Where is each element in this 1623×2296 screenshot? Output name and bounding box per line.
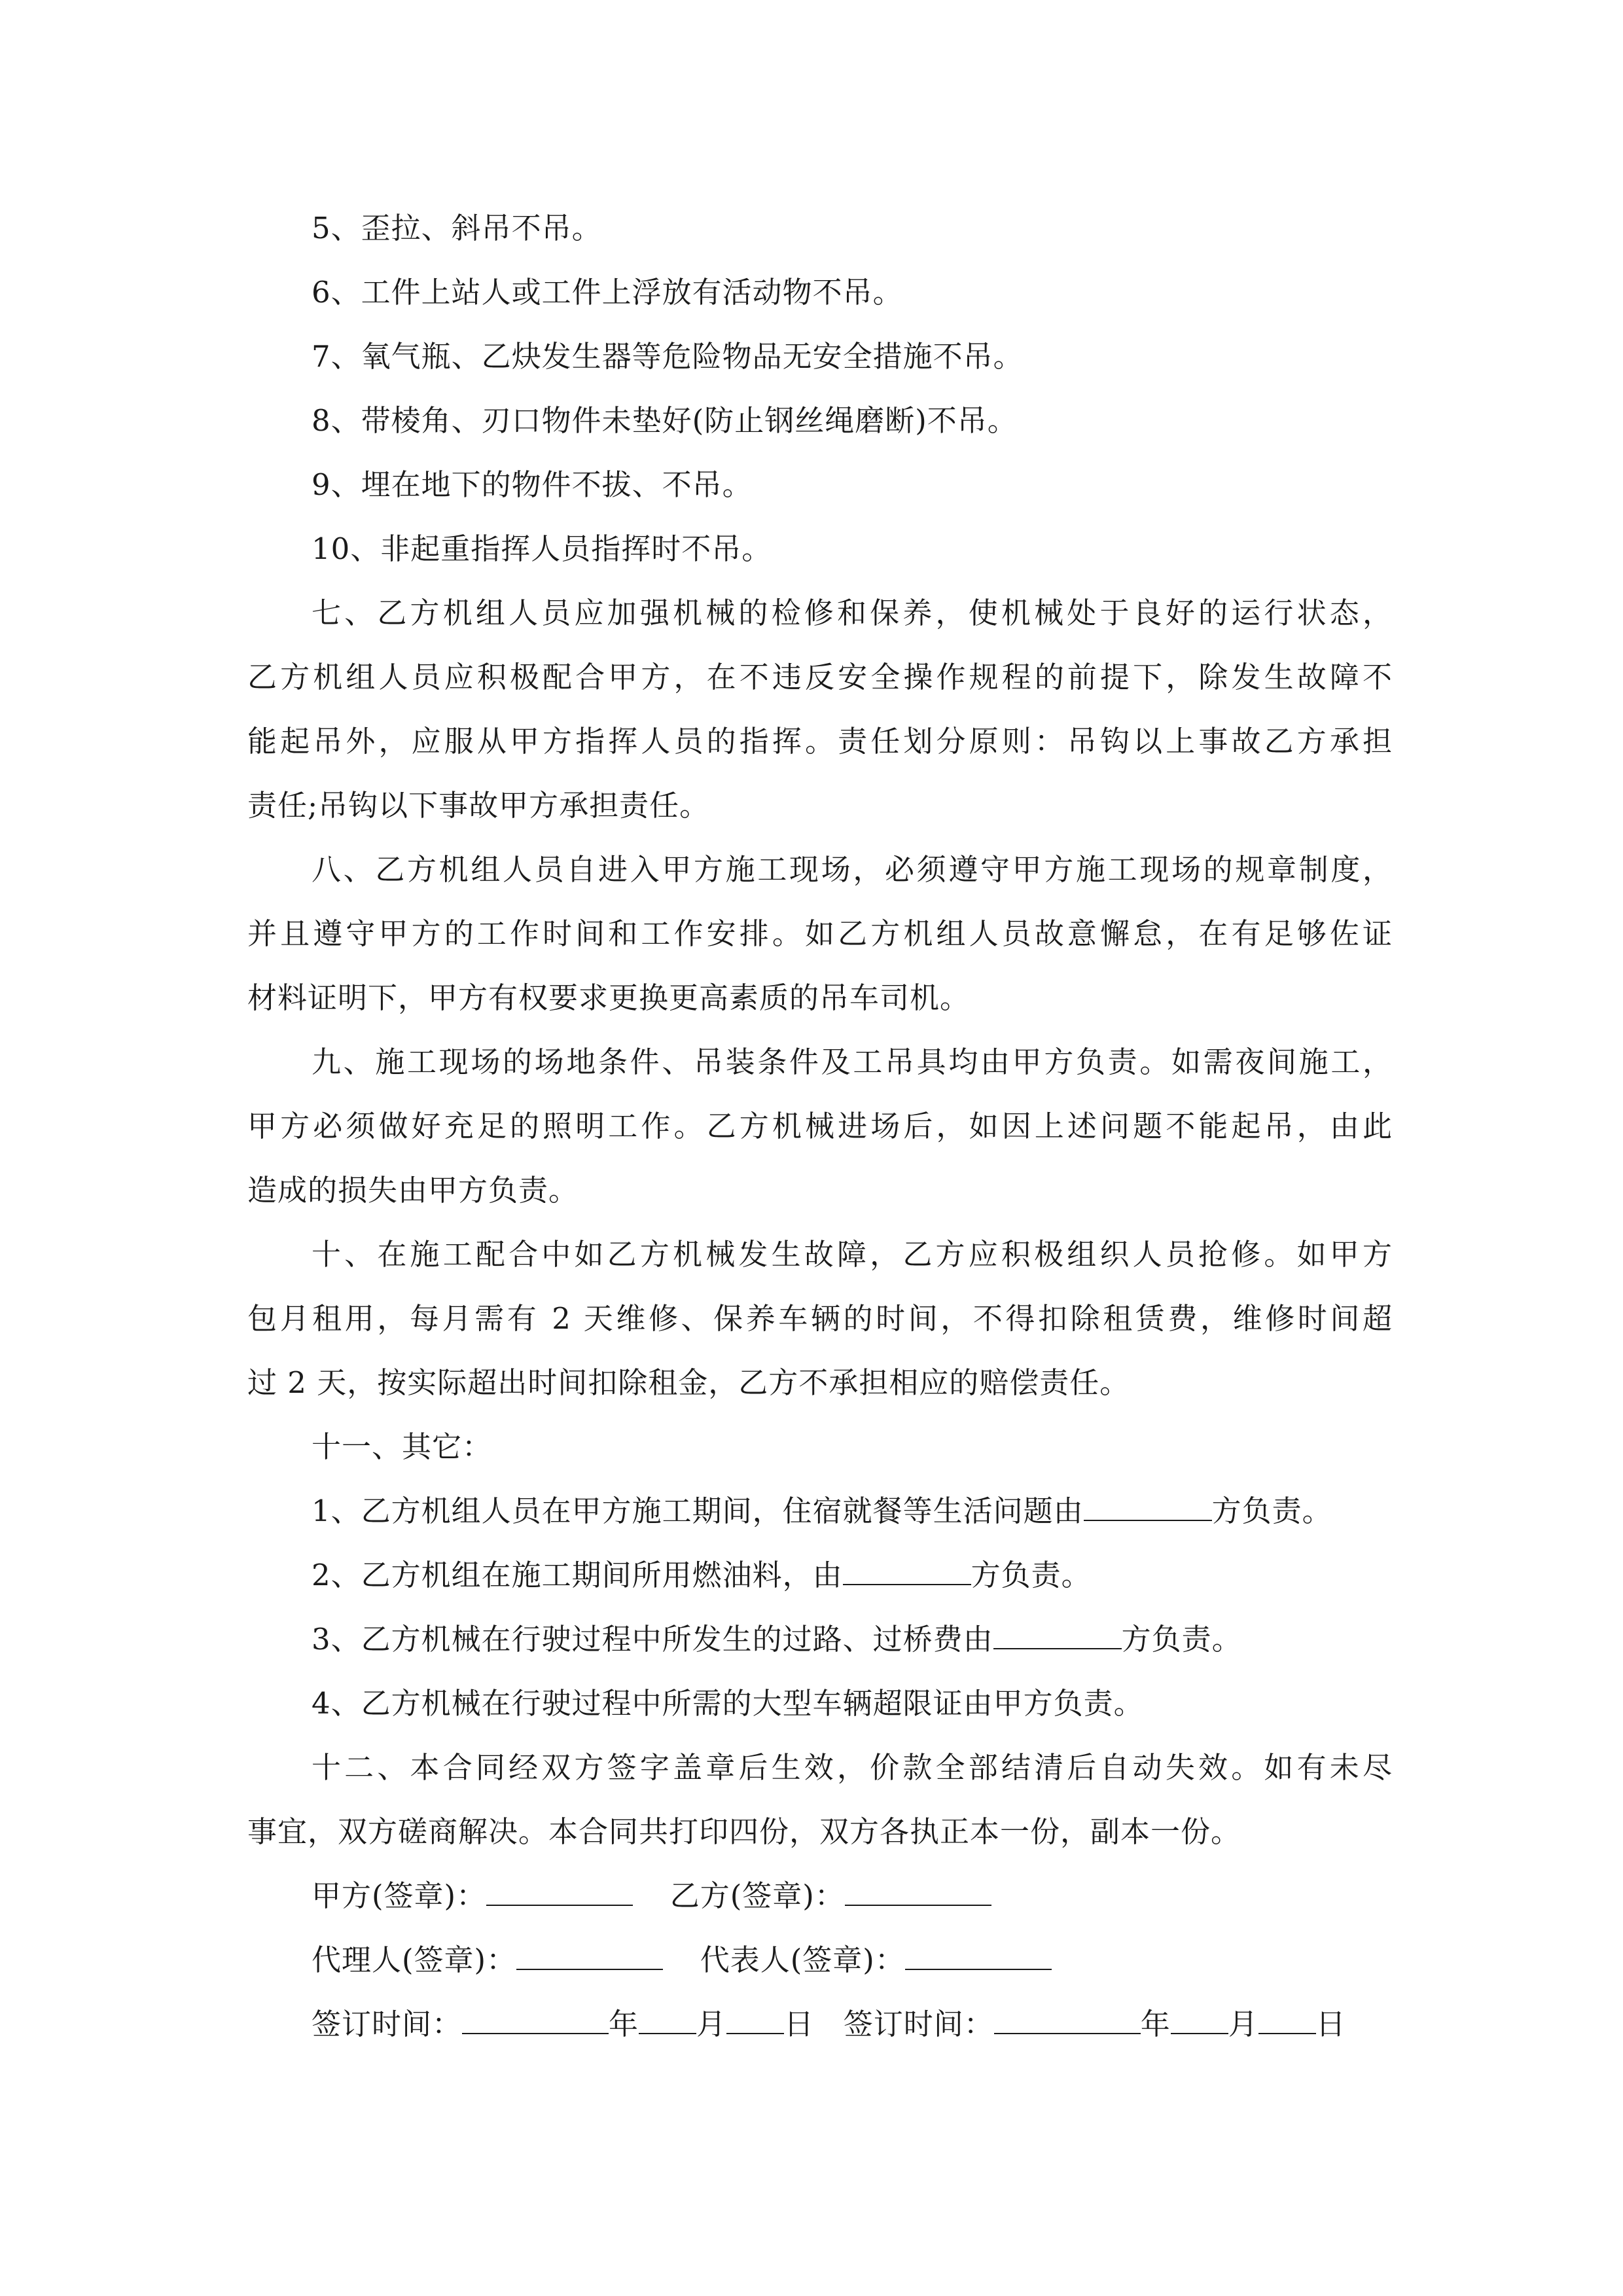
item-5: 5、歪拉、斜吊不吊。	[312, 211, 602, 245]
year-label: 年	[1140, 2007, 1171, 2041]
month-label: 月	[1228, 2007, 1258, 2041]
clause-11-sub-4: 4、乙方机械在行驶过程中所需的大型车辆超限证由甲方负责。	[312, 1686, 1144, 1721]
day-label: 日	[784, 2007, 815, 2041]
clause-8	[247, 838, 1393, 1030]
party-b-label: 乙方(签章)：	[669, 1878, 845, 1913]
item-6: 6、工件上站人或工件上浮放有活动物不吊。	[312, 275, 903, 310]
clause-11-sub-2	[247, 1543, 1393, 1607]
day-blank	[1258, 2007, 1316, 2034]
clause-11-sub-3-suffix: 方负责。	[1121, 1622, 1242, 1657]
clause-11-sub-2-text: 2、乙方机组在施工期间所用燃油料，由	[312, 1558, 843, 1592]
date-label-a: 签订时间：	[312, 2007, 463, 2041]
clause-10	[247, 1223, 1393, 1415]
clause-8-line: 并且遵守甲方的工作时间和工作安排。如乙方机组人员故意懈怠，在有足够佐证	[247, 916, 1393, 951]
clause-8-line: 八、乙方机组人员自进入甲方施工现场，必须遵守甲方施工现场的规章制度，	[312, 852, 1393, 887]
contract-page	[247, 196, 1393, 2056]
item-10: 10、非起重指挥人员指挥时不吊。	[312, 531, 772, 566]
clause-9-line: 造成的损失由甲方负责。	[247, 1173, 579, 1208]
clause-11-sub-1-text: 1、乙方机组人员在甲方施工期间，住宿就餐等生活问题由	[312, 1494, 1084, 1528]
clause-8-line: 材料证明下，甲方有权要求更换更高素质的吊车司机。	[247, 980, 971, 1015]
blank-field	[1084, 1494, 1212, 1521]
clause-11	[247, 1415, 1393, 1736]
clause-9-line: 甲方必须做好充足的照明工作。乙方机械进场后，如因上述问题不能起吊，由此	[247, 1109, 1393, 1143]
item-7: 7、氧气瓶、乙炔发生器等危险物品无安全措施不吊。	[312, 339, 1024, 374]
year-blank	[994, 2007, 1141, 2034]
party-a-signature-blank	[486, 1878, 633, 1906]
signature-block	[247, 1864, 1393, 2056]
date-label-b: 签订时间：	[843, 2007, 994, 2041]
item-9: 9、埋在地下的物件不拔、不吊。	[312, 467, 753, 502]
representative-label: 代表人(签章)：	[700, 1943, 905, 1977]
item-8: 8、带棱角、刃口物件未垫好(防止钢丝绳磨断)不吊。	[312, 403, 1018, 438]
clause-7-line: 责任;吊钩以下事故甲方承担责任。	[247, 788, 710, 823]
clause-10-line: 过 2 天，按实际超出时间扣除租金，乙方不承担相应的赔偿责任。	[247, 1365, 1130, 1400]
representative-signature-blank	[905, 1943, 1052, 1970]
clause-11-sub-3	[247, 1607, 1393, 1672]
month-blank	[1171, 2007, 1228, 2034]
clause-11-sub-1-suffix: 方负责。	[1211, 1494, 1332, 1528]
day-label: 日	[1315, 2007, 1346, 2041]
year-label: 年	[609, 2007, 639, 2041]
signature-row-agents	[247, 1928, 1393, 1992]
clause-7-line: 乙方机组人员应积极配合甲方，在不违反安全操作规程的前提下，除发生故障不	[247, 660, 1393, 694]
clause-11-sub-2-suffix: 方负责。	[971, 1558, 1092, 1592]
signature-row-parties	[247, 1864, 1393, 1928]
clause-12-line: 事宜，双方磋商解决。本合同共打印四份，双方各执正本一份，副本一份。	[247, 1814, 1241, 1849]
clause-10-line: 十、在施工配合中如乙方机械发生故障，乙方应积极组织人员抢修。如甲方	[312, 1237, 1393, 1272]
clause-10-line: 包月租用，每月需有 2 天维修、保养车辆的时间，不得扣除租赁费，维修时间超	[247, 1301, 1393, 1336]
day-blank	[726, 2007, 784, 2034]
year-blank	[462, 2007, 609, 2034]
party-b-signature-blank	[845, 1878, 991, 1906]
clause-9-line: 九、施工现场的场地条件、吊装条件及工吊具均由甲方负责。如需夜间施工，	[312, 1045, 1393, 1079]
clause-11-sub-1	[247, 1479, 1393, 1543]
blank-field	[993, 1622, 1122, 1649]
month-blank	[639, 2007, 696, 2034]
clause-7	[247, 581, 1393, 838]
clause-11-sub-3-text: 3、乙方机械在行驶过程中所发生的过路、过桥费由	[312, 1622, 993, 1657]
clause-11-heading: 十一、其它：	[312, 1429, 493, 1464]
blank-field	[843, 1558, 971, 1585]
party-a-label: 甲方(签章)：	[312, 1878, 487, 1913]
signature-row-dates	[247, 1992, 1393, 2056]
clause-7-line: 能起吊外，应服从甲方指挥人员的指挥。责任划分原则：吊钩以上事故乙方承担	[247, 724, 1393, 759]
clause-7-line: 七、乙方机组人员应加强机械的检修和保养，使机械处于良好的运行状态，	[312, 596, 1393, 630]
agent-label: 代理人(签章)：	[312, 1943, 517, 1977]
clause-12	[247, 1736, 1393, 1864]
month-label: 月	[696, 2007, 727, 2041]
agent-signature-blank	[516, 1943, 663, 1970]
clause-12-line: 十二、本合同经双方签字盖章后生效，价款全部结清后自动失效。如有未尽	[312, 1750, 1393, 1785]
clause-9	[247, 1030, 1393, 1223]
